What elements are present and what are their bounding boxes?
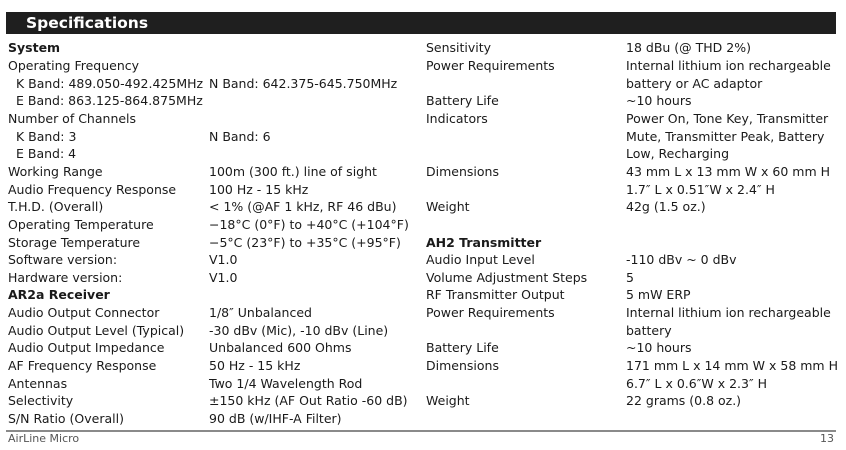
tx-dimensions-value: 6.7″ L x 0.6″W x 2.3″ H (626, 376, 768, 391)
n-band-channels: N Band: 6 (209, 129, 271, 144)
power-requirements-value: battery or AC adaptor (626, 76, 763, 91)
indicators-label: Indicators (426, 111, 488, 126)
receiver-spec-label: Audio Output Impedance (8, 340, 165, 355)
tx-dimensions-label: Dimensions (426, 358, 499, 373)
footer-divider (6, 430, 836, 432)
spec-label: Working Range (8, 164, 103, 179)
tx-weight-value: 22 grams (0.8 oz.) (626, 393, 742, 408)
power-requirements-value: Internal lithium ion rechargeable (626, 58, 831, 73)
receiver-spec-label: AF Frequency Response (8, 358, 157, 373)
receiver-spec-value: -30 dBv (Mic), -10 dBv (Line) (209, 323, 389, 338)
receiver-spec-label: Audio Output Connector (8, 305, 160, 320)
receiver-spec-value: Unbalanced 600 Ohms (209, 340, 352, 355)
spec-value: 100 Hz - 15 kHz (209, 182, 309, 197)
tx-dimensions-value: 171 mm L x 14 mm W x 58 mm H (626, 358, 838, 373)
page-number: 13 (820, 432, 834, 445)
k-band-frequency: K Band: 489.050-492.425MHz (16, 76, 204, 91)
section-title: Specifications (6, 12, 836, 34)
power-requirements-label: Power Requirements (426, 58, 555, 73)
volume-steps-label: Volume Adjustment Steps (426, 270, 588, 285)
spec-value: −18°C (0°F) to +40°C (+104°F) (209, 217, 409, 232)
receiver-heading: AR2a Receiver (8, 287, 110, 302)
transmitter-heading: AH2 Transmitter (426, 235, 542, 250)
receiver-spec-value: Two 1/4 Wavelength Rod (209, 376, 363, 391)
receiver-spec-value: 1/8″ Unbalanced (209, 305, 312, 320)
sensitivity-value: 18 dBu (@ THD 2%) (626, 40, 751, 55)
tx-power-requirements-value: Internal lithium ion rechargeable (626, 305, 831, 320)
spec-label: Storage Temperature (8, 235, 141, 250)
e-band-frequency: E Band: 863.125-864.875MHz (16, 93, 203, 108)
spec-label: Operating Temperature (8, 217, 154, 232)
rf-output-value: 5 mW ERP (626, 287, 691, 302)
battery-life-value: ~10 hours (626, 93, 692, 108)
spec-label: Audio Frequency Response (8, 182, 177, 197)
audio-input-level-value: -110 dBv ~ 0 dBv (626, 252, 737, 267)
spec-label: Hardware version: (8, 270, 123, 285)
spec-value: 100m (300 ft.) line of sight (209, 164, 377, 179)
receiver-spec-label: Selectivity (8, 393, 74, 408)
operating-frequency-label: Operating Frequency (8, 58, 140, 73)
n-band-frequency: N Band: 642.375-645.750MHz (209, 76, 398, 91)
indicators-value: Power On, Tone Key, Transmitter (626, 111, 829, 126)
dimensions-label: Dimensions (426, 164, 499, 179)
tx-power-requirements-label: Power Requirements (426, 305, 555, 320)
receiver-spec-value: 90 dB (w/IHF-A Filter) (209, 411, 342, 426)
receiver-spec-value: 50 Hz - 15 kHz (209, 358, 301, 373)
tx-battery-life-value: ~10 hours (626, 340, 692, 355)
tx-power-requirements-value: battery (626, 323, 672, 338)
spec-value: < 1% (@AF 1 kHz, RF 46 dBu) (209, 199, 397, 214)
spec-value: −5°C (23°F) to +35°C (+95°F) (209, 235, 401, 250)
receiver-spec-label: Antennas (8, 376, 68, 391)
system-heading: System (8, 40, 61, 55)
audio-input-level-label: Audio Input Level (426, 252, 535, 267)
receiver-spec-value: ±150 kHz (AF Out Ratio -60 dB) (209, 393, 408, 408)
receiver-spec-label: S/N Ratio (Overall) (8, 411, 124, 426)
dimensions-value: 1.7″ L x 0.51″W x 2.4″ H (626, 182, 775, 197)
sensitivity-label: Sensitivity (426, 40, 492, 55)
tx-weight-label: Weight (426, 393, 470, 408)
indicators-value: Low, Recharging (626, 146, 730, 161)
footer-product-name: AirLine Micro (8, 432, 80, 445)
spec-label: Software version: (8, 252, 118, 267)
weight-value: 42g (1.5 oz.) (626, 199, 706, 214)
volume-steps-value: 5 (626, 270, 634, 285)
weight-label: Weight (426, 199, 470, 214)
battery-life-label: Battery Life (426, 93, 499, 108)
k-band-channels: K Band: 3 (16, 129, 77, 144)
receiver-spec-label: Audio Output Level (Typical) (8, 323, 185, 338)
indicators-value: Mute, Transmitter Peak, Battery (626, 129, 825, 144)
spec-value: V1.0 (209, 270, 238, 285)
e-band-channels: E Band: 4 (16, 146, 77, 161)
rf-output-label: RF Transmitter Output (426, 287, 565, 302)
number-of-channels-label: Number of Channels (8, 111, 137, 126)
tx-battery-life-label: Battery Life (426, 340, 499, 355)
dimensions-value: 43 mm L x 13 mm W x 60 mm H (626, 164, 831, 179)
spec-value: V1.0 (209, 252, 238, 267)
spec-label: T.H.D. (Overall) (8, 199, 104, 214)
